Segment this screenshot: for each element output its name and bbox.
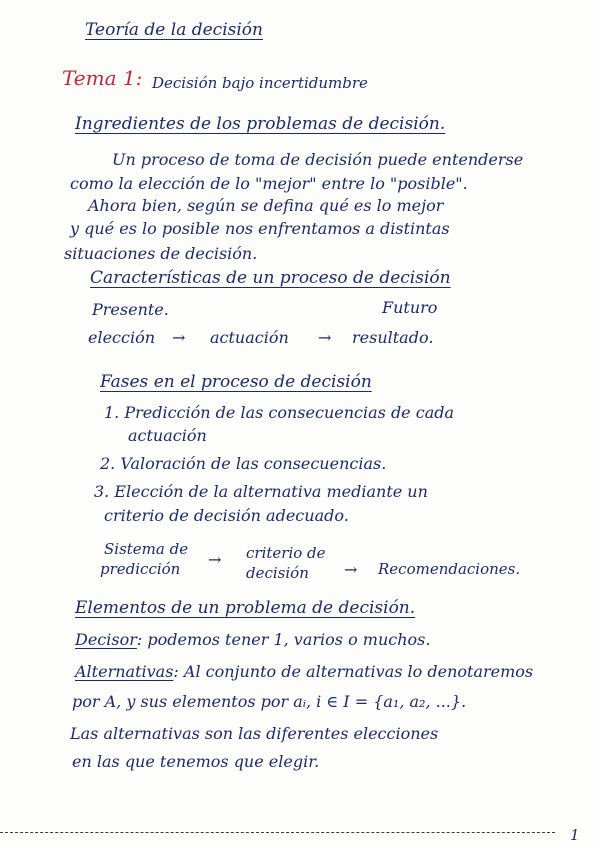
arrow-right-icon: → [208, 550, 222, 569]
flow-criterio-line1: criterio de [246, 544, 326, 562]
arrow-right-icon: → [344, 560, 358, 579]
alternatives-line: por A, y sus elementos por aᵢ, i ∈ I = {a₁, a₂, ...}. [72, 692, 467, 711]
section-heading-ingredients: Ingredientes de los problemas de decisión. [75, 114, 446, 134]
label-futuro: Futuro [382, 298, 438, 317]
alternatives-line: en las que tenemos que elegir. [72, 752, 320, 771]
paragraph-line: situaciones de decisión. [64, 244, 258, 263]
flow-actuacion: actuación [210, 328, 289, 347]
page-number: 1 [570, 826, 580, 844]
bottom-divider [0, 832, 555, 833]
phase-item: 1. Predicción de las consecuencias de cada [104, 403, 455, 422]
flow-criterio-line2: decisión [246, 564, 309, 582]
tema-label: Tema 1: [62, 66, 143, 90]
tema-subtitle: Decisión bajo incertidumbre [152, 74, 368, 92]
decisor-label: Decisor [75, 630, 137, 649]
paragraph-line: Un proceso de toma de decisión puede entenderse [112, 150, 524, 169]
alternatives-line [75, 664, 533, 680]
flow-resultado: resultado. [352, 328, 434, 347]
flow-recomendaciones: Recomendaciones. [378, 560, 521, 578]
decisor-text: : podemos tener 1, varios o muchos. [136, 630, 431, 649]
arrow-right-icon: → [318, 328, 332, 347]
alternatives-text: : Al conjunto de alternativas lo denotaremos [173, 662, 534, 681]
flow-eleccion: elección [88, 328, 156, 347]
phase-item: 3. Elección de la alternativa mediante un [94, 482, 428, 501]
page-title: Teoría de la decisión [85, 20, 263, 40]
phase-item: 2. Valoración de las consecuencias. [100, 454, 387, 473]
flow-sistema-line1: Sistema de [104, 540, 189, 558]
section-heading-elements: Elementos de un problema de decisión. [75, 598, 416, 618]
section-heading-phases: Fases en el proceso de decisión [100, 372, 372, 392]
alternatives-label: Alternativas [75, 662, 174, 681]
flow-sistema-line2: predicción [100, 560, 181, 578]
phase-item: actuación [128, 426, 207, 445]
alternatives-line: Las alternativas son las diferentes elecciones [70, 724, 439, 743]
label-presente: Presente. [92, 300, 169, 319]
paragraph-line: como la elección de lo "mejor" entre lo "posible". [70, 174, 468, 193]
paragraph-line: Ahora bien, según se defina qué es lo mejor [88, 196, 444, 215]
decisor-line [75, 632, 430, 648]
paragraph-line: y qué es lo posible nos enfrentamos a distintas [70, 219, 450, 238]
section-heading-characteristics: Características de un proceso de decisión [90, 268, 451, 288]
arrow-right-icon: → [172, 328, 186, 347]
phase-item: criterio de decisión adecuado. [104, 506, 349, 525]
